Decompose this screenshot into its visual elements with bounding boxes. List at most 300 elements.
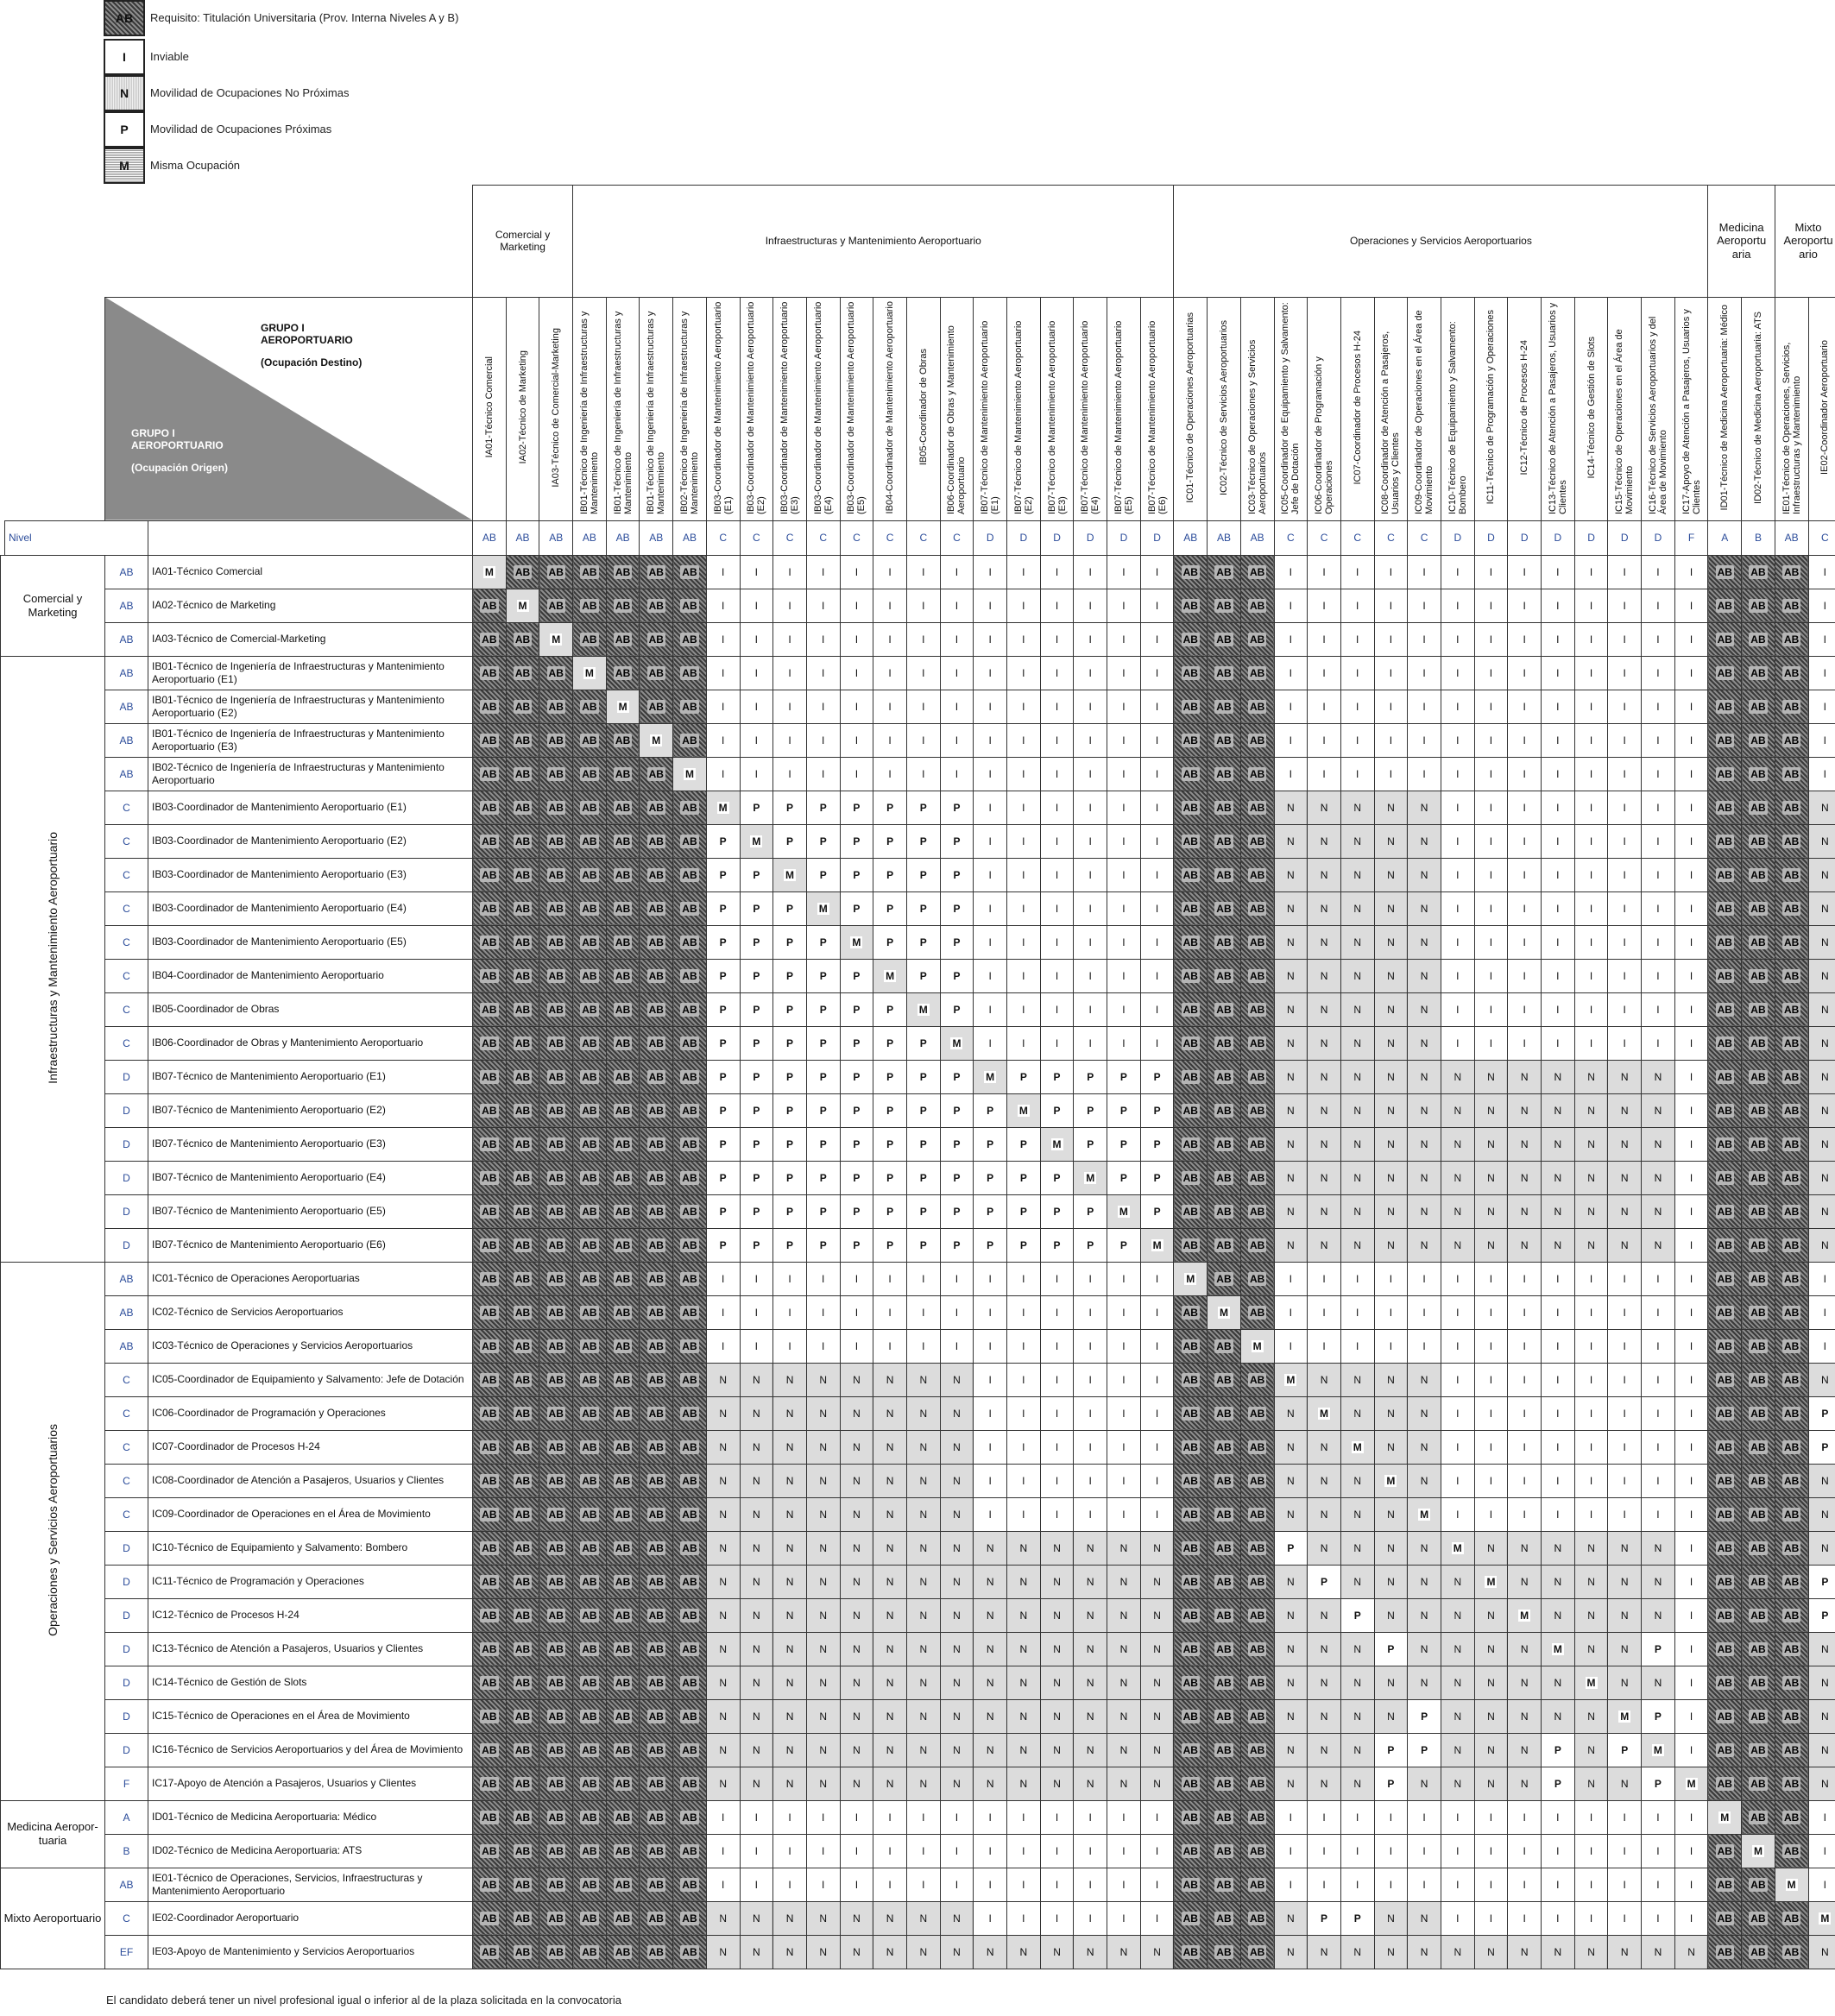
matrix-cell (1808, 1060, 1835, 1093)
matrix-cell (873, 1531, 907, 1565)
matrix-cell-value: AB (615, 1070, 631, 1083)
matrix-cell (974, 1834, 1007, 1868)
matrix-cell-value: P (919, 1171, 927, 1184)
matrix-cell (1308, 555, 1341, 589)
matrix-cell-value: I (1088, 1373, 1092, 1386)
matrix-cell-value: N (1520, 1676, 1529, 1689)
matrix-cell (1274, 1228, 1308, 1262)
matrix-cell-value: AB (482, 902, 497, 915)
matrix-cell (840, 824, 873, 858)
column-header-text: IA03-Técnico de Comercial-Marketing (551, 327, 562, 488)
matrix-cell-value: AB (482, 1373, 497, 1386)
matrix-cell-value: I (1389, 767, 1393, 780)
matrix-cell-value: I (1456, 969, 1460, 982)
row-occupation: IC16-Técnico de Servicios Aeroportuarios y del Área de Movimiento (148, 1733, 473, 1767)
matrix-cell (606, 992, 640, 1026)
matrix-cell (840, 589, 873, 622)
matrix-cell (1074, 1464, 1107, 1497)
matrix-cell (1140, 723, 1174, 757)
matrix-cell (1340, 1868, 1374, 1901)
matrix-cell (740, 1262, 773, 1295)
matrix-cell-value: AB (1717, 1306, 1732, 1319)
matrix-cell (1508, 1699, 1542, 1733)
matrix-cell (1208, 1363, 1241, 1396)
matrix-cell (1040, 1632, 1074, 1666)
row-occupation: IB07-Técnico de Mantenimiento Aeroportuario (E3) (148, 1127, 473, 1161)
matrix-cell-value: I (1055, 1036, 1059, 1049)
matrix-cell-value: AB (582, 1945, 597, 1958)
matrix-cell-value: M (1787, 1878, 1796, 1891)
matrix-cell (1074, 589, 1107, 622)
matrix-cell-value: I (1289, 1339, 1293, 1352)
matrix-cell-value: I (1523, 1844, 1526, 1857)
matrix-cell (1308, 1834, 1341, 1868)
matrix-cell (873, 992, 907, 1026)
matrix-cell (974, 656, 1007, 690)
column-group-header: Comercial y Marketing (473, 185, 573, 297)
matrix-cell (840, 757, 873, 791)
matrix-cell-value: AB (1249, 1642, 1265, 1655)
matrix-cell (773, 824, 807, 858)
matrix-cell-value: I (1456, 700, 1460, 713)
matrix-cell (573, 1464, 607, 1497)
matrix-cell (706, 1666, 740, 1699)
matrix-cell-value: AB (615, 1272, 631, 1285)
matrix-cell-value: I (1456, 1272, 1460, 1285)
matrix-cell-value: P (1053, 1104, 1061, 1117)
matrix-cell-value: I (955, 700, 959, 713)
matrix-cell (1308, 925, 1341, 959)
matrix-cell (1107, 992, 1141, 1026)
matrix-cell-value: I (1523, 767, 1526, 780)
matrix-cell-value: I (1389, 599, 1393, 612)
matrix-cell (1542, 1060, 1575, 1093)
matrix-cell-value: AB (682, 666, 697, 679)
table-row (1, 1935, 1835, 1969)
matrix-cell-value: AB (1783, 1440, 1800, 1453)
matrix-cell (906, 1329, 940, 1363)
row-occupation: IB03-Coordinador de Mantenimiento Aeroportuario (E2) (148, 824, 473, 858)
matrix-cell-value: N (886, 1609, 894, 1622)
matrix-cell-value: I (1623, 767, 1626, 780)
matrix-cell (1742, 1295, 1775, 1329)
matrix-cell (506, 1194, 539, 1228)
matrix-cell-value: AB (482, 1474, 497, 1487)
matrix-cell (1074, 1733, 1107, 1767)
matrix-cell (706, 1767, 740, 1800)
matrix-cell (1808, 1531, 1835, 1565)
table-row (1, 824, 1835, 858)
matrix-cell (1708, 656, 1742, 690)
matrix-cell (1340, 1329, 1374, 1363)
matrix-cell-value: I (721, 1878, 725, 1891)
matrix-cell-value: N (1420, 1642, 1428, 1655)
matrix-cell-value: AB (1249, 599, 1265, 612)
matrix-cell-value: I (1289, 1306, 1293, 1319)
matrix-cell (1642, 1228, 1675, 1262)
matrix-cell (873, 1733, 907, 1767)
matrix-cell-value: AB (682, 1743, 697, 1756)
matrix-cell (740, 690, 773, 723)
matrix-cell (1308, 1262, 1341, 1295)
matrix-cell (1642, 1699, 1675, 1733)
matrix-cell (1542, 1834, 1575, 1868)
matrix-cell-value: N (819, 1541, 828, 1554)
matrix-cell-value: I (754, 1811, 759, 1824)
matrix-cell-value: I (754, 599, 759, 612)
row-level: D (105, 1632, 148, 1666)
matrix-cell (1742, 1093, 1775, 1127)
matrix-cell-value: AB (1182, 1743, 1198, 1756)
matrix-cell-value: AB (548, 734, 564, 747)
matrix-cell (1208, 1935, 1241, 1969)
matrix-cell-value: AB (1783, 700, 1800, 713)
matrix-cell (1240, 925, 1274, 959)
matrix-cell-value: AB (482, 700, 497, 713)
matrix-cell-value: P (719, 1104, 727, 1117)
matrix-cell-value: I (1523, 1003, 1526, 1016)
matrix-cell (1274, 1329, 1308, 1363)
matrix-cell-value: I (1456, 1508, 1460, 1521)
matrix-cell-value: I (1155, 1811, 1159, 1824)
matrix-cell (1340, 1127, 1374, 1161)
matrix-cell (1775, 1430, 1808, 1464)
matrix-cell-value: N (1687, 1945, 1695, 1958)
matrix-cell-value: M (1018, 1104, 1028, 1117)
matrix-cell-value: N (819, 1945, 828, 1958)
matrix-cell-value: N (1620, 1238, 1629, 1251)
matrix-cell (1474, 1396, 1508, 1430)
row-occupation: IC03-Técnico de Operaciones y Servicios Aeroportuarios (148, 1329, 473, 1363)
matrix-cell (1274, 791, 1308, 824)
matrix-cell-value: AB (482, 1878, 497, 1891)
matrix-cell (1174, 589, 1208, 622)
matrix-cell (906, 690, 940, 723)
matrix-cell-value: P (919, 868, 927, 881)
row-occupation: IC10-Técnico de Equipamiento y Salvamento: Bombero (148, 1531, 473, 1565)
matrix-cell-value: AB (582, 1912, 597, 1925)
matrix-cell-value: I (854, 1272, 859, 1285)
matrix-cell (1074, 791, 1107, 824)
matrix-cell-value: AB (1783, 1710, 1800, 1723)
matrix-cell (906, 1531, 940, 1565)
matrix-cell (1775, 1060, 1808, 1093)
matrix-cell (606, 1464, 640, 1497)
matrix-cell (1742, 1767, 1775, 1800)
matrix-cell (1808, 1868, 1835, 1901)
matrix-cell-value: N (719, 1474, 727, 1487)
matrix-cell (673, 1632, 707, 1666)
column-header (539, 297, 573, 520)
matrix-cell-value: N (1119, 1575, 1128, 1588)
matrix-cell (1240, 1565, 1274, 1598)
matrix-cell (606, 1497, 640, 1531)
matrix-cell-value: I (1556, 1878, 1560, 1891)
row-occupation: IC01-Técnico de Operaciones Aeroportuarias (148, 1262, 473, 1295)
matrix-cell-value: I (1055, 599, 1059, 612)
matrix-cell (906, 891, 940, 925)
matrix-cell-value: N (986, 1609, 994, 1622)
matrix-cell-value: P (919, 1036, 927, 1049)
matrix-cell (806, 1127, 840, 1161)
matrix-cell-value: I (1155, 599, 1159, 612)
matrix-cell (873, 959, 907, 992)
matrix-cell (1340, 1194, 1374, 1228)
matrix-cell (1808, 1093, 1835, 1127)
matrix-cell (1074, 1363, 1107, 1396)
matrix-cell (1708, 1093, 1742, 1127)
matrix-cell (1107, 1194, 1141, 1228)
matrix-cell (773, 1194, 807, 1228)
column-header-text: IB01-Técnico de Ingeniería de Infraestructuras y Mantenimiento (612, 311, 634, 514)
matrix-cell-value: N (1821, 1003, 1829, 1016)
matrix-cell-value: AB (615, 1878, 631, 1891)
matrix-cell-value: I (1456, 835, 1460, 847)
matrix-cell-value: I (1823, 633, 1827, 646)
matrix-cell-value: AB (514, 1373, 531, 1386)
matrix-cell-value: I (1022, 1811, 1025, 1824)
matrix-cell (1408, 1026, 1441, 1060)
matrix-cell (1140, 1800, 1174, 1834)
matrix-cell-value: I (1022, 1036, 1025, 1049)
matrix-cell (1542, 1901, 1575, 1935)
matrix-cell-value: I (1456, 902, 1460, 915)
matrix-cell-value: P (953, 936, 961, 948)
matrix-cell-value: AB (1717, 734, 1732, 747)
matrix-cell-value: P (719, 1003, 727, 1016)
matrix-cell (1441, 723, 1474, 757)
matrix-cell (1441, 1262, 1474, 1295)
matrix-cell (640, 1329, 673, 1363)
matrix-cell-value: I (1155, 700, 1159, 713)
matrix-cell (1140, 1161, 1174, 1194)
matrix-cell-value: I (1623, 969, 1626, 982)
matrix-cell (1742, 1262, 1775, 1295)
column-header (1542, 297, 1575, 520)
matrix-cell-value: AB (682, 1676, 697, 1689)
matrix-cell (1274, 1632, 1308, 1666)
matrix-cell-value: AB (514, 700, 531, 713)
matrix-cell-value: I (1656, 835, 1660, 847)
matrix-cell-value: I (1689, 1474, 1693, 1487)
matrix-cell (1274, 622, 1308, 656)
matrix-cell-value: AB (1717, 936, 1732, 948)
matrix-cell (1441, 1834, 1474, 1868)
origin-label-line: GRUPO I (131, 426, 175, 439)
table-row (1, 1497, 1835, 1531)
matrix-cell (1608, 1363, 1642, 1396)
matrix-cell (640, 1666, 673, 1699)
matrix-cell-value: I (1155, 666, 1159, 679)
legend-label: Misma Ocupación (150, 159, 241, 172)
matrix-cell (1140, 690, 1174, 723)
matrix-cell (1274, 1666, 1308, 1699)
matrix-cell-value: I (1322, 1339, 1326, 1352)
matrix-cell-value: I (1155, 1339, 1159, 1352)
matrix-cell (606, 1363, 640, 1396)
matrix-cell (1308, 622, 1341, 656)
matrix-cell (1574, 1868, 1608, 1901)
matrix-cell-value: AB (648, 1036, 664, 1049)
matrix-cell (906, 1868, 940, 1901)
matrix-cell (1240, 1767, 1274, 1800)
matrix-cell (1574, 1161, 1608, 1194)
matrix-cell-value: N (853, 1440, 861, 1453)
matrix-cell (1340, 1733, 1374, 1767)
matrix-cell-value: I (1689, 1811, 1693, 1824)
matrix-cell-value: I (988, 902, 992, 915)
matrix-cell-value: P (853, 835, 861, 847)
matrix-cell-value: AB (682, 1205, 697, 1218)
matrix-cell-value: AB (682, 1306, 697, 1319)
matrix-cell-value: AB (548, 969, 564, 982)
matrix-cell-value: I (1155, 835, 1159, 847)
matrix-cell (1174, 1127, 1208, 1161)
matrix-cell-value: I (1356, 1339, 1359, 1352)
matrix-cell-value: I (721, 599, 725, 612)
matrix-cell-value: AB (682, 969, 697, 982)
matrix-cell-value: N (1821, 1642, 1829, 1655)
matrix-cell (1474, 1767, 1508, 1800)
matrix-cell (1574, 656, 1608, 690)
matrix-cell-value: N (1420, 1070, 1428, 1083)
matrix-cell-value: I (854, 734, 859, 747)
matrix-cell-value: I (1489, 1508, 1493, 1521)
matrix-cell (1742, 824, 1775, 858)
matrix-cell-value: M (785, 868, 795, 881)
matrix-cell (1274, 1497, 1308, 1531)
matrix-cell (1474, 1598, 1508, 1632)
matrix-cell (1441, 1632, 1474, 1666)
matrix-cell-value: I (1022, 1844, 1025, 1857)
row-level: AB (105, 1329, 148, 1363)
matrix-cell-value: I (1689, 969, 1693, 982)
matrix-cell-value: N (853, 1407, 861, 1420)
matrix-cell (1308, 1060, 1341, 1093)
matrix-cell (1674, 1901, 1708, 1935)
matrix-cell-value: I (854, 599, 859, 612)
matrix-cell-value: AB (482, 1912, 497, 1925)
matrix-cell (773, 1800, 807, 1834)
matrix-cell-value: N (919, 1440, 928, 1453)
matrix-cell (673, 925, 707, 959)
matrix-cell (873, 1800, 907, 1834)
matrix-cell-value: N (819, 1676, 828, 1689)
matrix-cell (1574, 959, 1608, 992)
matrix-cell-value: I (1022, 666, 1025, 679)
matrix-cell (906, 1262, 940, 1295)
matrix-cell (606, 1666, 640, 1699)
matrix-cell (1374, 1093, 1408, 1127)
matrix-cell (1608, 1464, 1642, 1497)
matrix-cell-value: AB (1249, 666, 1265, 679)
matrix-cell-value: AB (1182, 1238, 1198, 1251)
matrix-cell-value: M (918, 1003, 928, 1016)
matrix-cell (1742, 1228, 1775, 1262)
matrix-cell-value: I (1122, 1306, 1126, 1319)
matrix-cell (473, 1127, 507, 1161)
matrix-cell-value: AB (1249, 1844, 1265, 1857)
matrix-cell-value: N (1387, 1710, 1395, 1723)
matrix-cell-value: P (1554, 1743, 1561, 1756)
matrix-cell (1508, 690, 1542, 723)
matrix-cell (940, 959, 974, 992)
matrix-cell-value: N (1153, 1710, 1161, 1723)
matrix-cell (1240, 1531, 1274, 1565)
matrix-cell (673, 824, 707, 858)
matrix-cell-value: P (786, 801, 794, 814)
column-header (640, 297, 673, 520)
matrix-cell-value: N (1320, 902, 1328, 915)
matrix-cell (1308, 824, 1341, 858)
matrix-cell (873, 1262, 907, 1295)
matrix-cell-value: N (785, 1541, 794, 1554)
matrix-cell-value: I (1689, 1878, 1693, 1891)
matrix-cell (1308, 1531, 1341, 1565)
matrix-cell-value: N (1053, 1945, 1061, 1958)
matrix-cell (906, 1026, 940, 1060)
matrix-cell (1808, 1228, 1835, 1262)
matrix-cell-value: N (1353, 1373, 1362, 1386)
matrix-cell (1240, 1464, 1274, 1497)
matrix-cell (1007, 1868, 1041, 1901)
matrix-cell-value: I (1689, 1070, 1693, 1083)
matrix-cell (1542, 1699, 1575, 1733)
matrix-cell (873, 1699, 907, 1733)
matrix-cell-value: N (1453, 1945, 1462, 1958)
matrix-cell (906, 1666, 940, 1699)
matrix-cell (673, 1868, 707, 1901)
matrix-cell (1708, 690, 1742, 723)
matrix-cell-value: P (1153, 1104, 1161, 1117)
matrix-cell (1107, 1632, 1141, 1666)
column-header (506, 297, 539, 520)
matrix-cell (1608, 1329, 1642, 1363)
matrix-cell-value: M (1420, 1508, 1429, 1521)
matrix-cell (1808, 1262, 1835, 1295)
matrix-cell-value: N (1019, 1609, 1028, 1622)
matrix-cell (1474, 992, 1508, 1026)
matrix-cell (1542, 1363, 1575, 1396)
matrix-cell (606, 925, 640, 959)
matrix-cell-value: P (1654, 1642, 1662, 1655)
matrix-cell-value: P (853, 1238, 861, 1251)
matrix-cell (1240, 992, 1274, 1026)
matrix-cell (506, 1800, 539, 1834)
matrix-cell (1274, 1901, 1308, 1935)
matrix-cell-value: I (788, 633, 791, 646)
matrix-cell-value: AB (514, 1104, 531, 1117)
matrix-cell (840, 1464, 873, 1497)
matrix-cell (906, 1127, 940, 1161)
matrix-cell (1374, 757, 1408, 791)
matrix-cell-value: N (1587, 1541, 1595, 1554)
matrix-cell (773, 1531, 807, 1565)
matrix-cell (740, 1127, 773, 1161)
matrix-cell (1574, 992, 1608, 1026)
matrix-cell-value: AB (582, 835, 597, 847)
column-level: C (1340, 520, 1374, 555)
matrix-cell-value: AB (648, 801, 664, 814)
matrix-cell-value: I (1422, 700, 1426, 713)
matrix-cell (673, 1666, 707, 1699)
matrix-cell-value: M (1286, 1373, 1296, 1386)
matrix-cell-value: I (1489, 1407, 1493, 1420)
matrix-cell-value: N (1053, 1609, 1061, 1622)
matrix-cell (1140, 1093, 1174, 1127)
matrix-cell (640, 1767, 673, 1800)
matrix-cell-value: P (819, 1036, 827, 1049)
